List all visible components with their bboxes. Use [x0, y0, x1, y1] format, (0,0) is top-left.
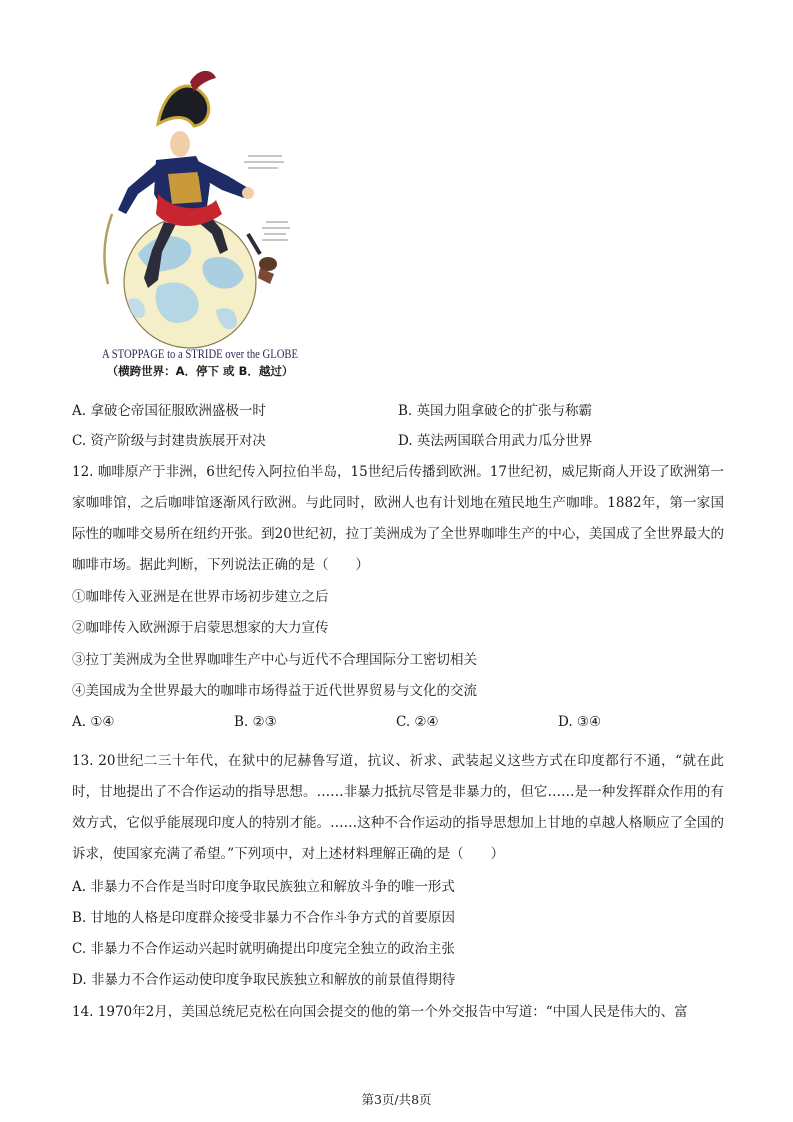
q13-option-b[interactable]: B. 甘地的人格是印度群众接受非暴力不合作斗争方式的首要原因	[72, 910, 456, 926]
q12-item-2: ②咖啡传入欧洲源于启蒙思想家的大力宣传	[72, 620, 329, 636]
q12-item-3: ③拉丁美洲成为全世界咖啡生产中心与近代不合理国际分工密切相关	[72, 652, 477, 668]
q11-option-c[interactable]: C. 资产阶级与封建贵族展开对决	[72, 433, 266, 449]
cartoon-caption-sub: （横跨世界：A．停下 或 B．越过）	[106, 364, 294, 378]
cartoon-illustration	[98, 64, 308, 382]
cartoon-caption-main: A STOPPAGE to a STRIDE over the GLOBE	[102, 347, 299, 361]
q11-option-d[interactable]: D. 英法两国联合用武力瓜分世界	[398, 433, 593, 449]
q14-stem: 14. 1970年2月，美国总统尼克松在向国会提交的他的第一个外交报告中写道：“中国人民是伟大的、富	[72, 1004, 688, 1020]
q11-option-a[interactable]: A. 拿破仑帝国征服欧洲盛极一时	[72, 403, 266, 419]
q13-stem: 13. 20世纪二三十年代，在狱中的尼赫鲁写道，抗议、祈求、武装起义这些方式在印度都行不通，“就在此时，甘地提出了不合作运动的指导思想。……非暴力抵抗尽管是非暴力的，但它……是一种发挥群众作用的有效方式，它似乎能展现印度人的特别才能。……这种不合作运动的指导思想加上甘地的卓越人格顺应了全国的诉求，使国家充满了希望。”下列项中，对上述材料理解正确的是（ ）	[72, 753, 724, 862]
q13-option-c[interactable]: C. 非暴力不合作运动兴起时就明确提出印度完全独立的政治主张	[72, 941, 455, 957]
q13-option-a[interactable]: A. 非暴力不合作是当时印度争取民族独立和解放斗争的唯一形式	[72, 879, 455, 895]
q11-option-b[interactable]: B. 英国力阻拿破仑的扩张与称霸	[398, 403, 593, 419]
q12-option-d[interactable]: D. ③④	[558, 714, 602, 730]
q12-option-c[interactable]: C. ②④	[396, 714, 439, 730]
q12-option-a[interactable]: A. ①④	[72, 714, 115, 730]
q12-item-4: ④美国成为全世界最大的咖啡市场得益于近代世界贸易与文化的交流	[72, 683, 477, 699]
q13-option-d[interactable]: D. 非暴力不合作运动使印度争取民族独立和解放的前景值得期待	[72, 972, 456, 988]
q12-item-1: ①咖啡传入亚洲是在世界市场初步建立之后	[72, 589, 329, 605]
page-number: 第3页/共8页	[361, 1092, 432, 1107]
q12-stem: 12. 咖啡原产于非洲，6世纪传入阿拉伯半岛，15世纪后传播到欧洲。17世纪初，威尼斯商人开设了欧洲第一家咖啡馆，之后咖啡馆逐渐风行欧洲。与此同时，欧洲人也有计划地在殖民地生产咖啡。1882年，第一家国际性的咖啡交易所在纽约开张。到20世纪初，拉丁美洲成为了全世界咖啡生产的中心，美国成了全世界最大的咖啡市场。据此判断，下列说法正确的是（ ）	[72, 464, 724, 573]
q12-option-b[interactable]: B. ②③	[234, 714, 277, 730]
